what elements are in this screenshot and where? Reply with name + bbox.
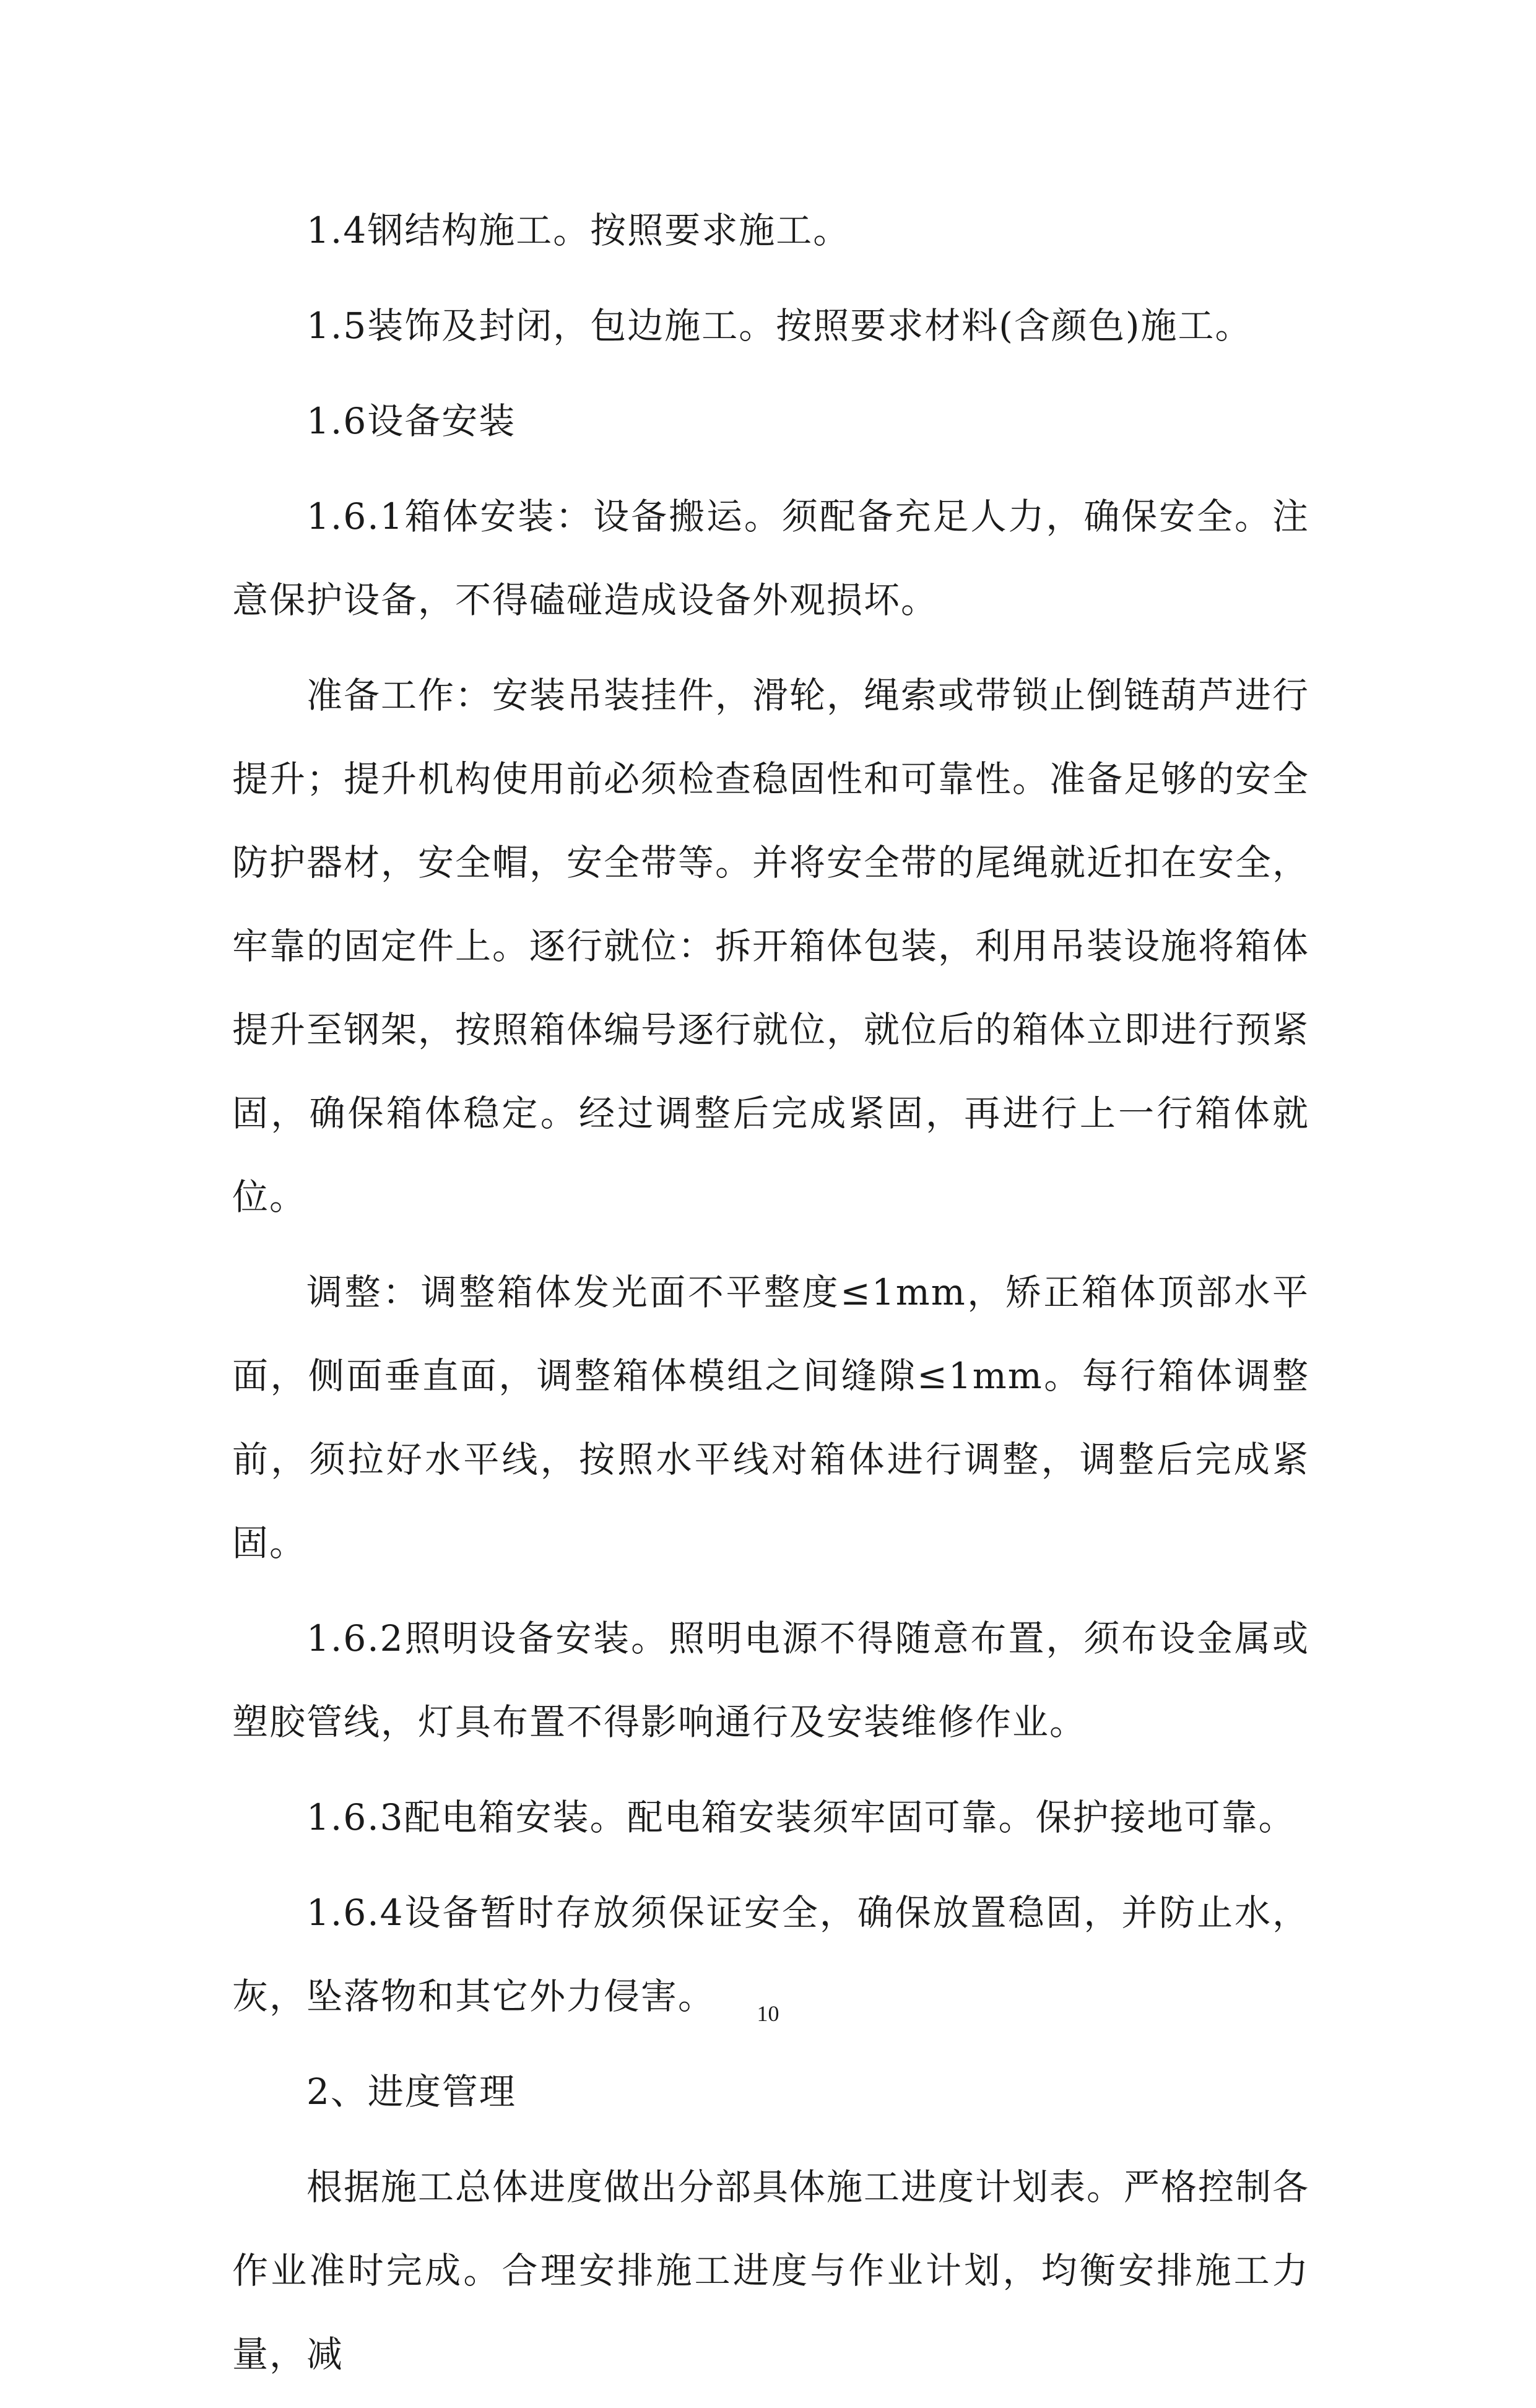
paragraph-decoration-enclosure: 1.5装饰及封闭，包边施工。按照要求材料(含颜色)施工。: [306, 305, 1252, 347]
paragraph-temporary-storage: 1.6.4设备暂时存放须保证安全，确保放置稳固，并防止水，灰，坠落物和其它外力侵害。: [232, 1892, 1309, 2017]
paragraph-lighting-installation: 1.6.2照明设备安装。照明电源不得随意布置，须布设金属或塑胶管线，灯具布置不得影响通行及安装维修作业。: [232, 1617, 1309, 1743]
paragraph-progress-plan: 根据施工总体进度做出分部具体施工进度计划表。严格控制各作业准时完成。合理安排施工进度与作业计划，均衡安排施工力量，减: [232, 2166, 1310, 2375]
paragraph-cabinet-installation: 1.6.1箱体安装：设备搬运。须配备充足人力，确保安全。注意保护设备，不得磕碰造成设备外观损坏。: [232, 495, 1309, 621]
paragraph-adjustment: 调整：调整箱体发光面不平整度≤1mm，矫正箱体顶部水平面，侧面垂直面，调整箱体模组之间缝隙≤1mm。每行箱体调整前，须拉好水平线，按照水平线对箱体进行调整，调整后完成紧固。: [232, 1271, 1309, 1564]
paragraph-steel-structure: 1.4钢结构施工。按照要求施工。: [306, 209, 851, 251]
page-number: 10: [757, 2001, 779, 2026]
paragraph-progress-management-heading: 2、进度管理: [306, 2071, 516, 2113]
paragraph-preparation-work: 准备工作：安装吊装挂件，滑轮，绳索或带锁止倒链葫芦进行提升；提升机构使用前必须检查稳固性和可靠性。准备足够的安全防护器材，安全帽，安全带等。并将安全带的尾绳就近扣在安全，牢靠的固定件上。逐行就位：拆开箱体包装，利用吊装设施将箱体提升至钢架，按照箱体编号逐行就位，就位后的箱体立即进行预紧固，确保箱体稳定。经过调整后完成紧固，再进行上一行箱体就位。: [232, 674, 1310, 1218]
paragraph-equipment-installation-heading: 1.6设备安装: [306, 400, 516, 442]
paragraph-distribution-box: 1.6.3配电箱安装。配电箱安装须牢固可靠。保护接地可靠。: [306, 1796, 1296, 1838]
document-body: [232, 189, 1309, 2408]
